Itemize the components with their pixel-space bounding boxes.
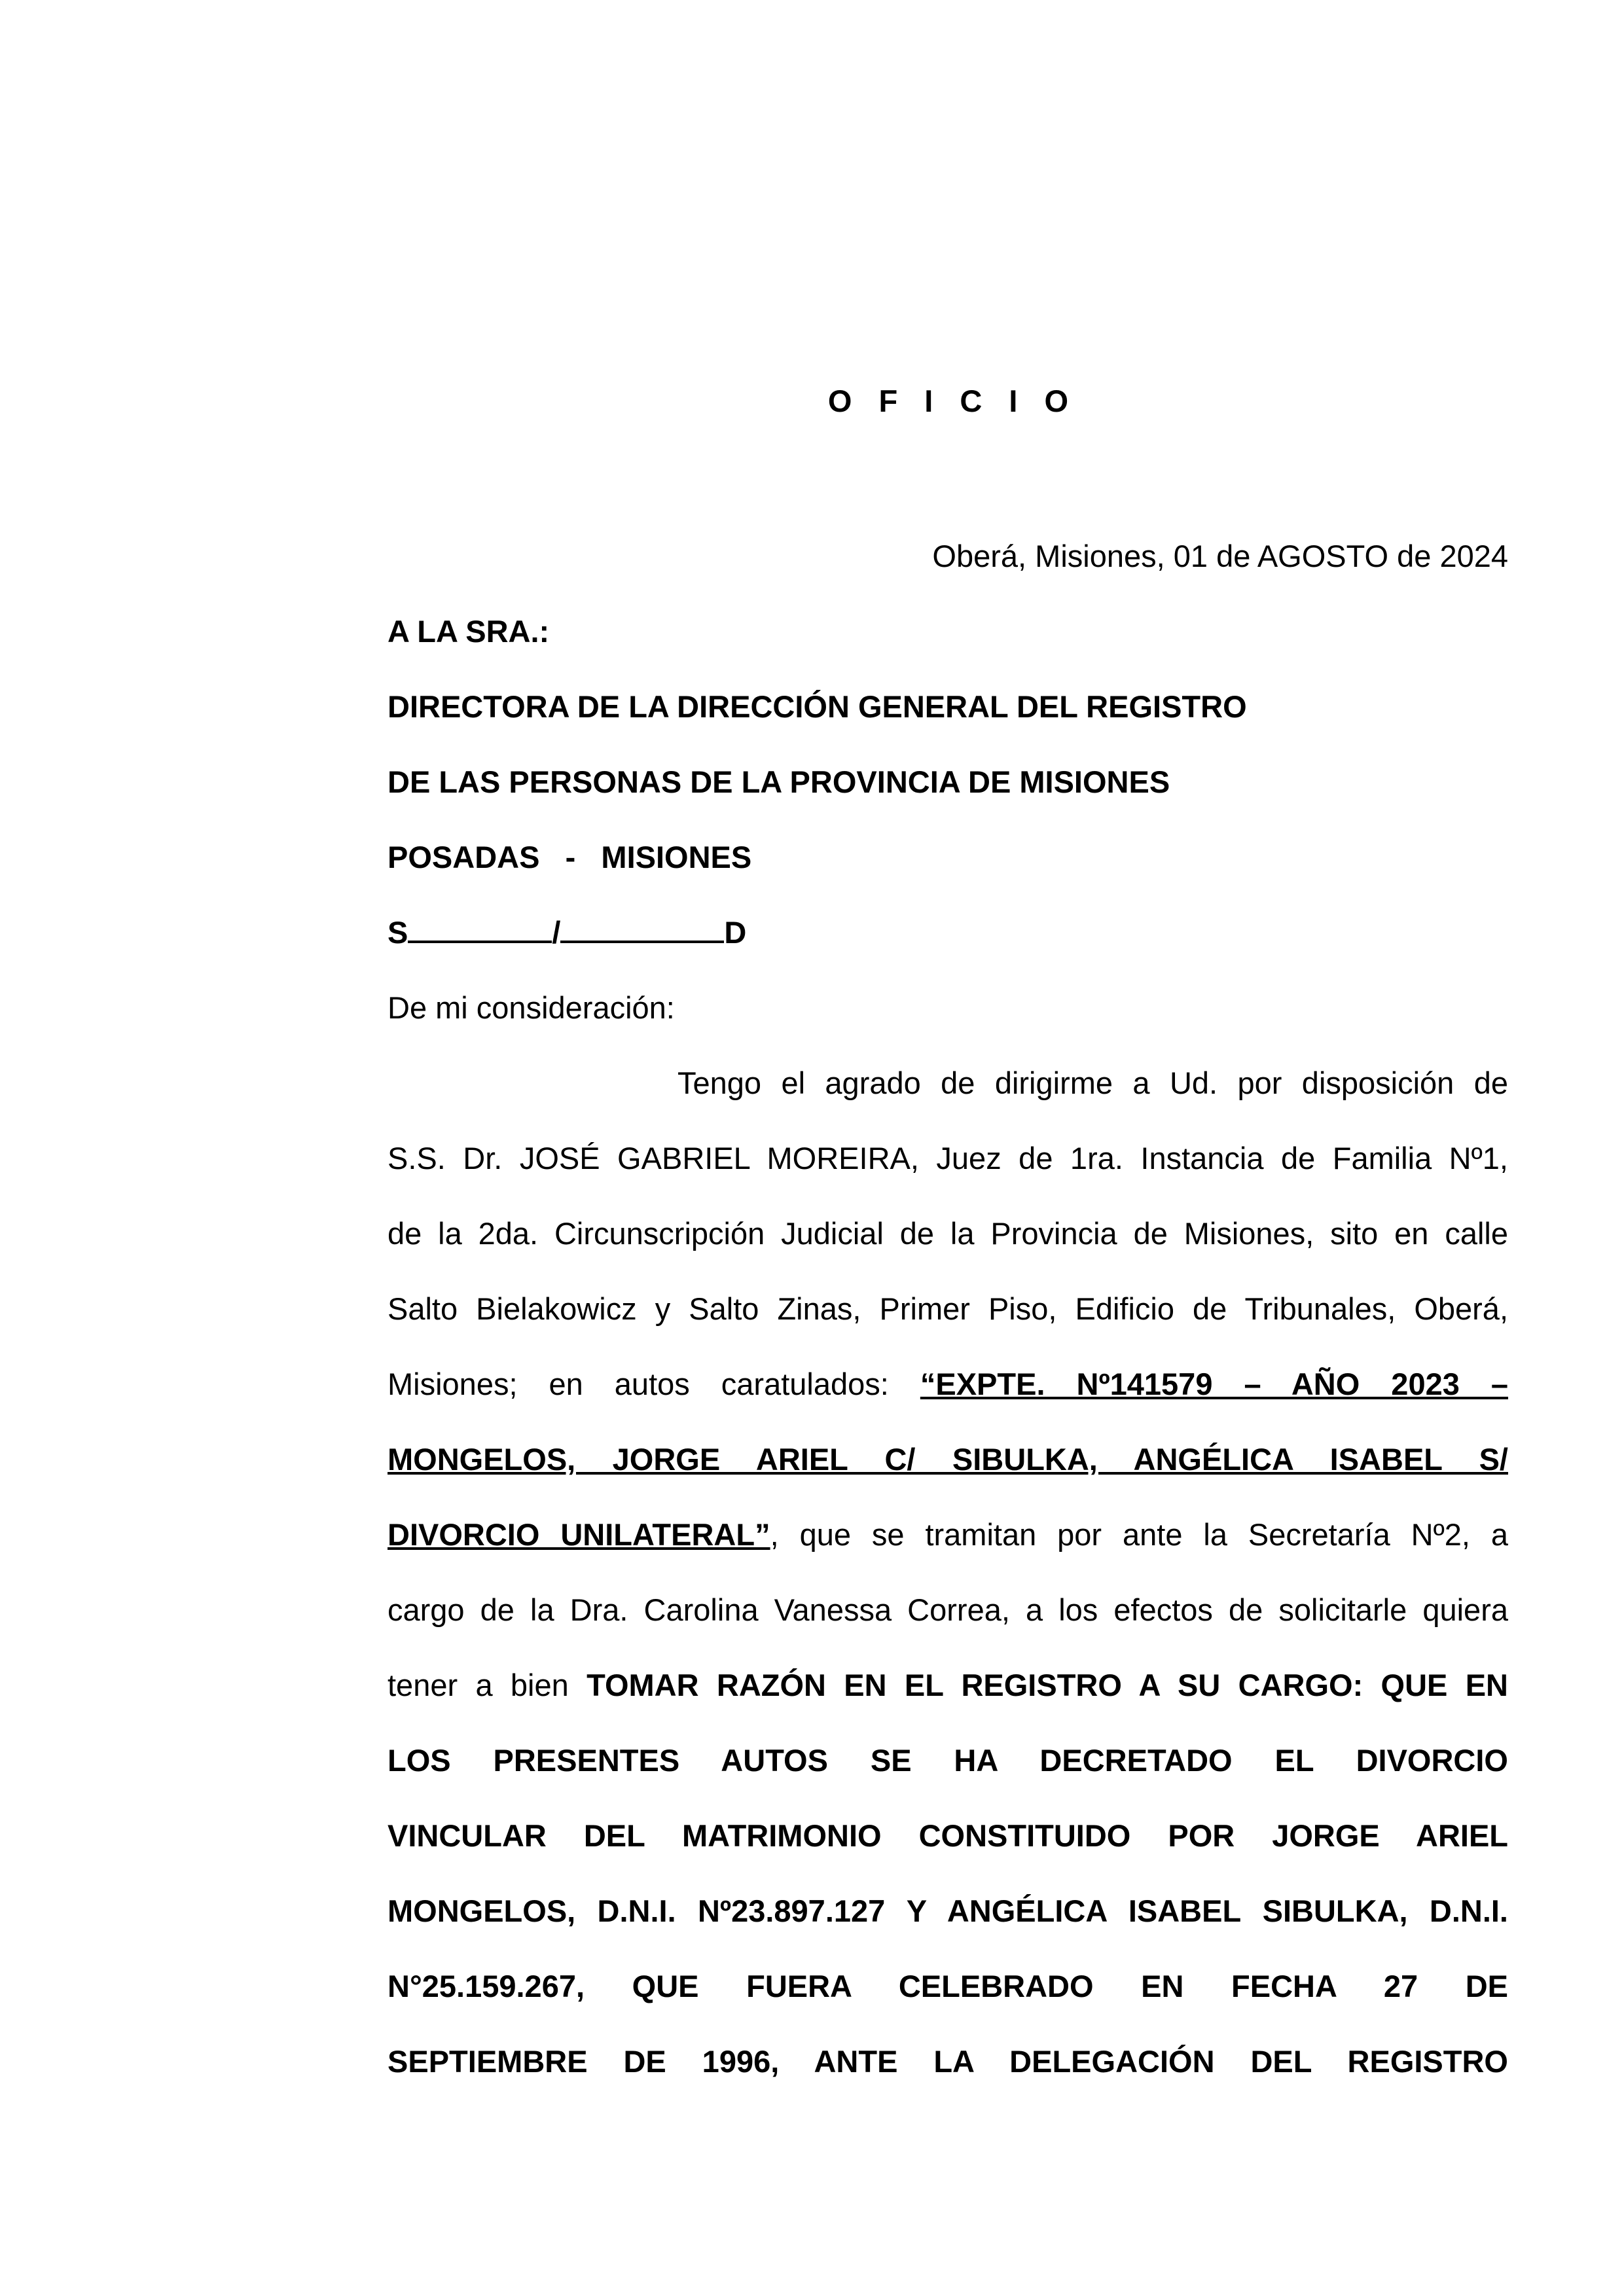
addressee-line-2: DIRECTORA DE LA DIRECCIÓN GENERAL DEL REGISTRO xyxy=(388,689,1247,724)
sd-line xyxy=(388,913,1508,952)
body-line-7 xyxy=(388,1515,1508,1554)
body-line-3: de la 2da. Circunscripción Judicial de la Provincia de Misiones, sito en calle xyxy=(388,1216,1508,1251)
request-part-2: LOS PRESENTES AUTOS SE HA DECRETADO EL DIVORCIO xyxy=(388,1743,1508,1778)
document-title: O F I C I O xyxy=(827,384,1078,418)
sd-s: S xyxy=(388,915,408,950)
request-part-6: SEPTIEMBRE DE 1996, ANTE LA DELEGACIÓN DEL REGISTRO xyxy=(388,2044,1508,2079)
sd-d: D xyxy=(724,915,747,950)
request-part-1: TOMAR RAZÓN EN EL REGISTRO A SU CARGO: QUE EN xyxy=(586,1668,1508,1702)
sd-slash: / xyxy=(552,915,561,950)
sd-blank-2 xyxy=(560,914,724,943)
addressee-line-4: POSADAS - MISIONES xyxy=(388,840,752,874)
case-caption-part-1: “EXPTE. Nº141579 – AÑO 2023 – xyxy=(920,1367,1509,1401)
date-line: Oberá, Misiones, 01 de AGOSTO de 2024 xyxy=(932,539,1508,573)
body-line-9-text: tener a bien xyxy=(388,1668,569,1702)
body-line-2: S.S. Dr. JOSÉ GABRIEL MOREIRA, Juez de 1ra. Instancia de Familia Nº1, xyxy=(388,1141,1508,1175)
addressee-line-3: DE LAS PERSONAS DE LA PROVINCIA DE MISIONES xyxy=(388,764,1170,799)
case-caption-part-2: MONGELOS, JORGE ARIEL C/ SIBULKA, ANGÉLICA ISABEL S/ xyxy=(388,1442,1508,1477)
request-part-3: VINCULAR DEL MATRIMONIO CONSTITUIDO POR JORGE ARIEL xyxy=(388,1818,1508,1853)
sd-blank-1 xyxy=(408,914,552,943)
body-line-9 xyxy=(388,1666,1508,1705)
body-line-7-text: , que se tramitan por ante la Secretaría Nº2, a xyxy=(770,1517,1508,1552)
greeting: De mi consideración: xyxy=(388,990,675,1025)
case-caption-part-3: DIVORCIO UNILATERAL” xyxy=(388,1517,770,1552)
request-part-4: MONGELOS, D.N.I. Nº23.897.127 Y ANGÉLICA ISABEL SIBULKA, D.N.I. xyxy=(388,1893,1508,1928)
body-line-8: cargo de la Dra. Carolina Vanessa Correa, a los efectos de solicitarle quiera xyxy=(388,1592,1508,1627)
addressee-line-1: A LA SRA.: xyxy=(388,614,550,649)
body-line-4: Salto Bielakowicz y Salto Zinas, Primer Piso, Edificio de Tribunales, Oberá, xyxy=(388,1291,1508,1326)
body-line-5 xyxy=(388,1365,1508,1404)
body-line-5-text: Misiones; en autos caratulados: xyxy=(388,1367,889,1401)
request-part-5: N°25.159.267, QUE FUERA CELEBRADO EN FECHA 27 DE xyxy=(388,1969,1508,2003)
body-line-1: Tengo el agrado de dirigirme a Ud. por disposición de xyxy=(677,1066,1508,1100)
